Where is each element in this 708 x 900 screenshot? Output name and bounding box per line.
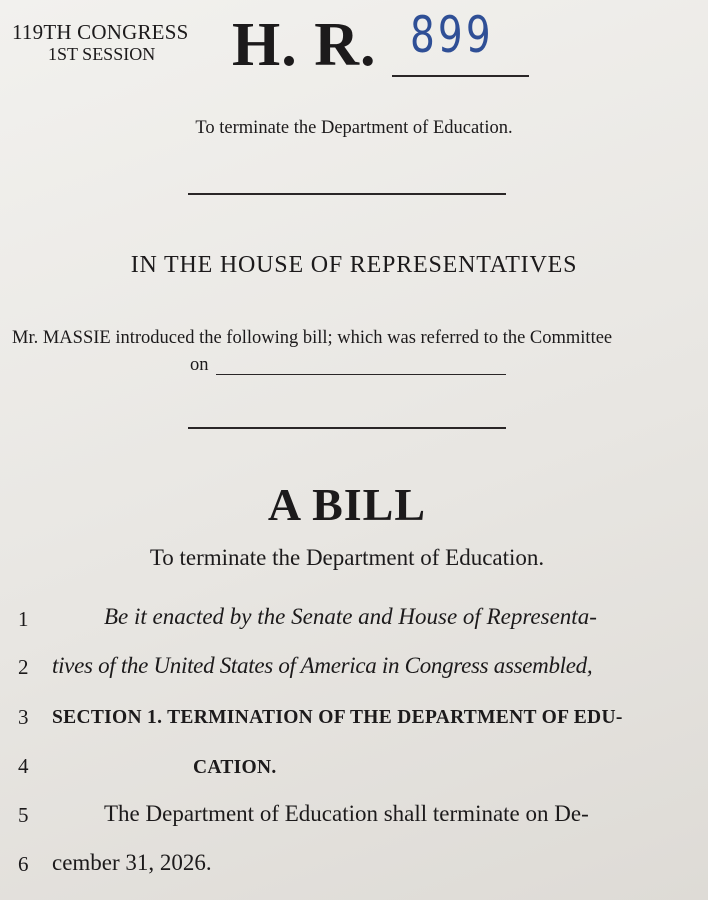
bill-long-title: To terminate the Department of Education. — [149, 545, 545, 570]
line-number: 6 — [18, 852, 29, 876]
bill-type-label: H. R. — [232, 11, 377, 79]
section-text-line: cember 31, 2026. — [52, 850, 212, 875]
handwritten-bill-number: 899 — [410, 6, 494, 64]
sponsor-name: MASSIE — [42, 328, 111, 348]
section-heading: SECTION 1. TERMINATION OF THE DEPARTMENT OF EDU- — [52, 707, 623, 728]
section-text-line: The Department of Education shall terminate on De- — [104, 801, 589, 826]
introduction-line — [12, 328, 612, 349]
bill-number-underline — [392, 75, 529, 77]
chamber-heading: IN THE HOUSE OF REPRESENTATIVES — [130, 252, 578, 278]
line-number: 4 — [18, 754, 29, 778]
committee-blank-line — [216, 374, 506, 375]
line-number: 1 — [18, 607, 29, 631]
sponsor-prefix: Mr. — [12, 328, 39, 348]
committee-on-label: on — [190, 355, 209, 375]
line-number: 5 — [18, 803, 29, 827]
line-number: 3 — [18, 705, 29, 729]
congress-number: 119TH CONGRESS — [12, 20, 189, 44]
bill-heading: A BILL — [267, 479, 427, 530]
enacting-clause-line: tives of the United States of America in Congress assembled, — [52, 653, 593, 678]
section-heading-continued: CATION. — [193, 757, 277, 778]
divider-rule — [188, 427, 506, 429]
divider-rule — [188, 193, 506, 195]
short-title: To terminate the Department of Education. — [195, 118, 513, 138]
line-number: 2 — [18, 655, 29, 679]
introduction-text: introduced the following bill; which was referred to the Committee — [115, 328, 613, 348]
session-number: 1ST SESSION — [48, 44, 156, 64]
enacting-clause-line: Be it enacted by the Senate and House of Representa- — [104, 604, 597, 629]
